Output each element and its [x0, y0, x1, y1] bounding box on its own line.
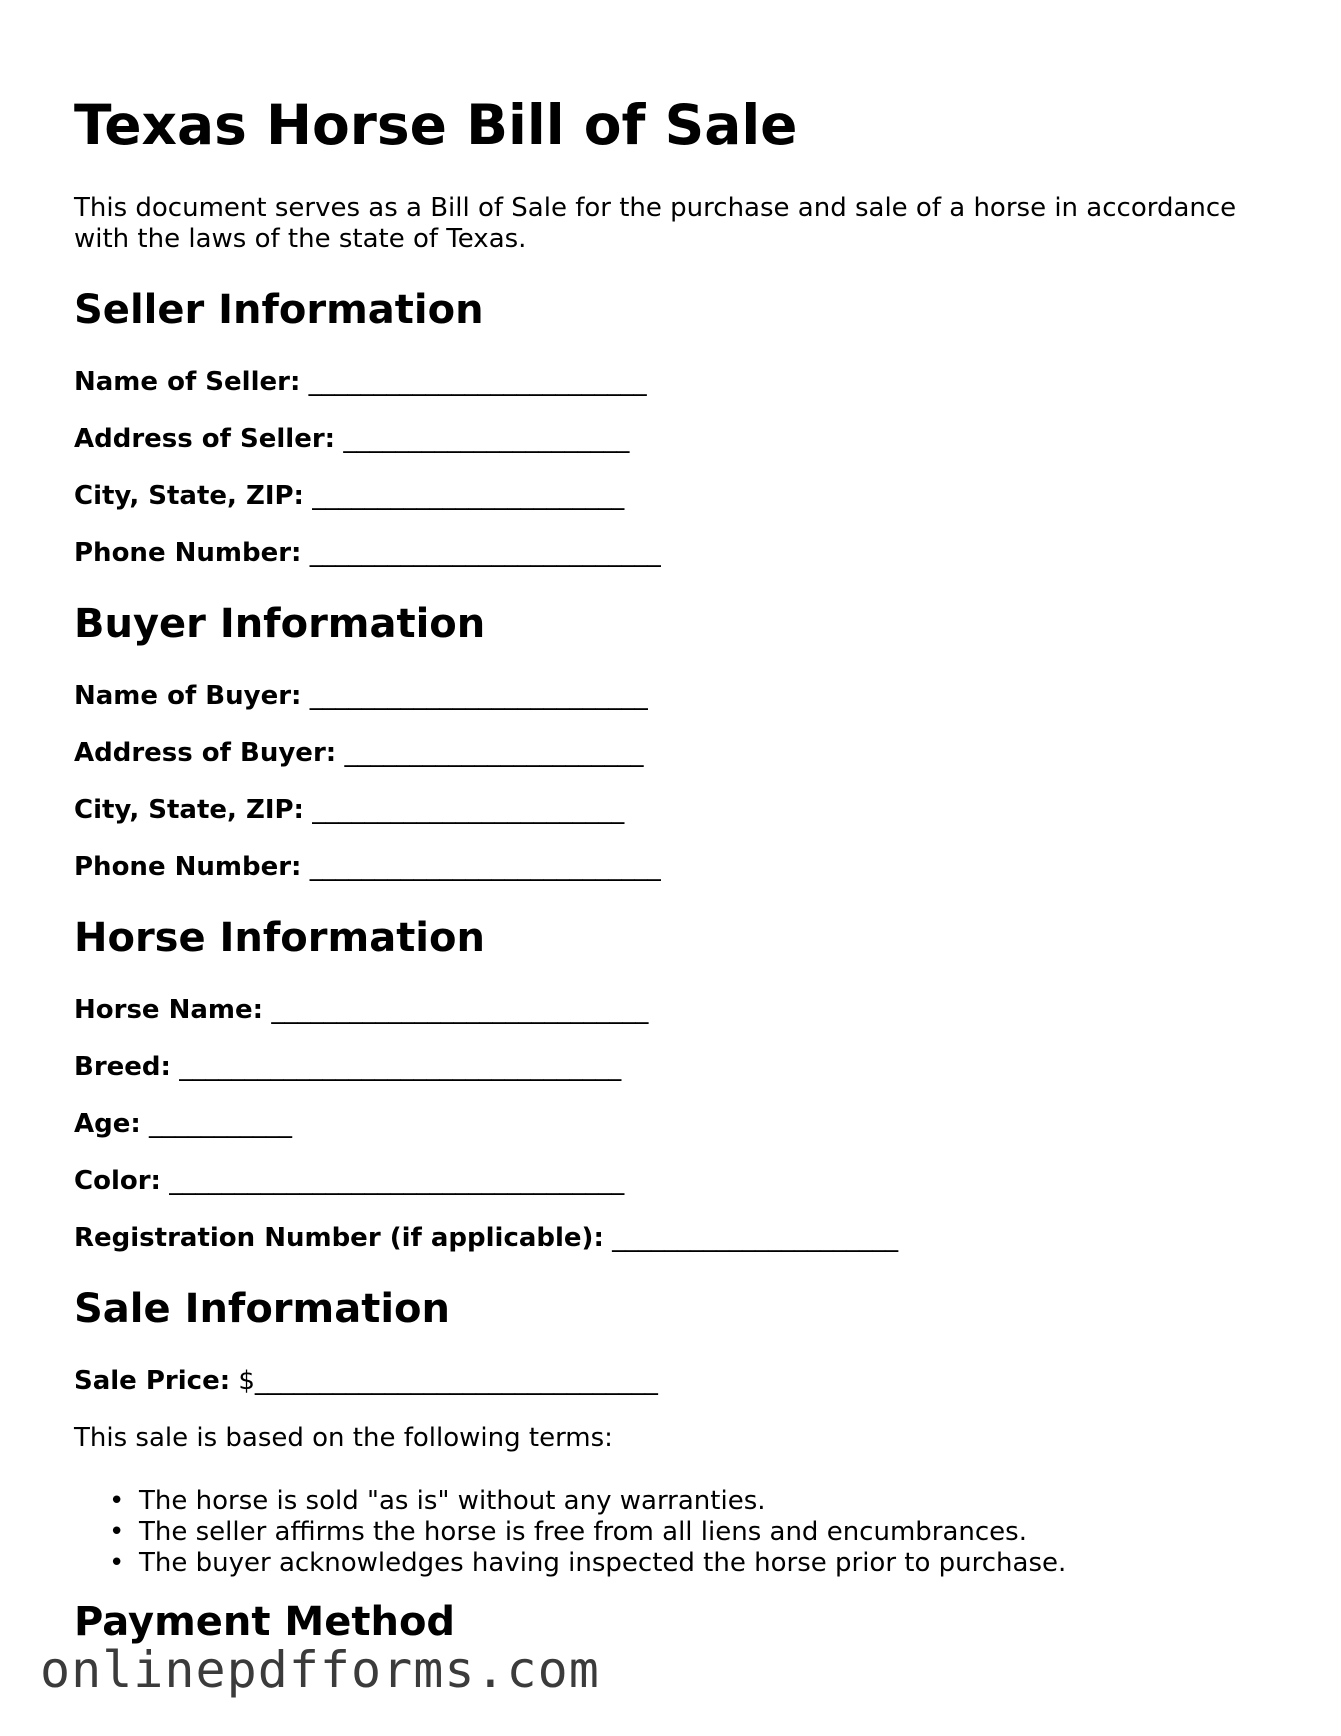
buyer-city-state-zip-label: City, State, ZIP:	[74, 795, 304, 825]
buyer-name-blank[interactable]: __________________________	[309, 681, 648, 711]
buyer-address-label: Address of Buyer:	[74, 738, 337, 768]
seller-phone-field	[74, 537, 661, 569]
sale-price-label: Sale Price:	[74, 1366, 231, 1396]
horse-age-blank[interactable]: ___________	[149, 1109, 293, 1139]
buyer-phone-label: Phone Number:	[74, 852, 302, 882]
buyer-heading: Buyer Information	[74, 601, 486, 647]
buyer-city-state-zip-field	[74, 794, 624, 826]
bullet-icon: •	[109, 1517, 125, 1547]
horse-breed-field	[74, 1051, 621, 1083]
horse-heading: Horse Information	[74, 915, 485, 961]
seller-address-field	[74, 423, 629, 455]
horse-name-field	[74, 994, 648, 1026]
buyer-address-blank[interactable]: _______________________	[344, 738, 644, 768]
buyer-name-field	[74, 680, 648, 712]
horse-registration-label: Registration Number (if applicable):	[74, 1223, 604, 1253]
seller-city-state-zip-field	[74, 480, 624, 512]
list-item	[109, 1486, 1066, 1517]
seller-name-label: Name of Seller:	[74, 367, 301, 397]
bullet-icon: •	[109, 1548, 125, 1578]
term-text: The horse is sold "as is" without any warranties.	[139, 1486, 766, 1516]
payment-heading: Payment Method	[74, 1599, 456, 1645]
terms-list	[74, 1486, 1066, 1579]
buyer-city-state-zip-blank[interactable]: ________________________	[312, 795, 625, 825]
terms-intro: This sale is based on the following terms:	[74, 1423, 613, 1453]
buyer-phone-blank[interactable]: ___________________________	[309, 852, 661, 882]
horse-color-blank[interactable]: ___________________________________	[169, 1166, 625, 1196]
bullet-icon: •	[109, 1486, 125, 1516]
seller-city-state-zip-blank[interactable]: ________________________	[312, 481, 625, 511]
sale-price-blank[interactable]: $_______________________________	[238, 1366, 658, 1396]
horse-breed-label: Breed:	[74, 1052, 171, 1082]
seller-heading: Seller Information	[74, 287, 484, 333]
seller-phone-blank[interactable]: ___________________________	[309, 538, 661, 568]
buyer-address-field	[74, 737, 643, 769]
buyer-name-label: Name of Buyer:	[74, 681, 302, 711]
horse-age-label: Age:	[74, 1109, 141, 1139]
seller-name-field	[74, 366, 647, 398]
sale-price-field	[74, 1365, 658, 1397]
seller-city-state-zip-label: City, State, ZIP:	[74, 481, 304, 511]
sale-heading: Sale Information	[74, 1286, 450, 1332]
buyer-phone-field	[74, 851, 661, 883]
horse-breed-blank[interactable]: __________________________________	[179, 1052, 622, 1082]
page-title: Texas Horse Bill of Sale	[74, 93, 798, 157]
term-text: The buyer acknowledges having inspected the horse prior to purchase.	[139, 1548, 1067, 1578]
seller-address-blank[interactable]: ______________________	[343, 424, 630, 454]
horse-name-label: Horse Name:	[74, 995, 264, 1025]
horse-name-blank[interactable]: _____________________________	[271, 995, 649, 1025]
horse-color-field	[74, 1165, 624, 1197]
seller-address-label: Address of Seller:	[74, 424, 336, 454]
intro-paragraph: This document serves as a Bill of Sale for the purchase and sale of a horse in accordance with the laws of the state of Texas.	[74, 193, 1237, 254]
list-item	[109, 1517, 1066, 1548]
horse-age-field	[74, 1108, 292, 1140]
horse-registration-field	[74, 1222, 898, 1254]
watermark: onlinepdfforms.com	[40, 1641, 600, 1699]
term-text: The seller affirms the horse is free from all liens and encumbrances.	[139, 1517, 1027, 1547]
horse-color-label: Color:	[74, 1166, 161, 1196]
list-item	[109, 1548, 1067, 1579]
seller-phone-label: Phone Number:	[74, 538, 302, 568]
seller-name-blank[interactable]: __________________________	[308, 367, 647, 397]
horse-registration-blank[interactable]: ______________________	[612, 1223, 899, 1253]
